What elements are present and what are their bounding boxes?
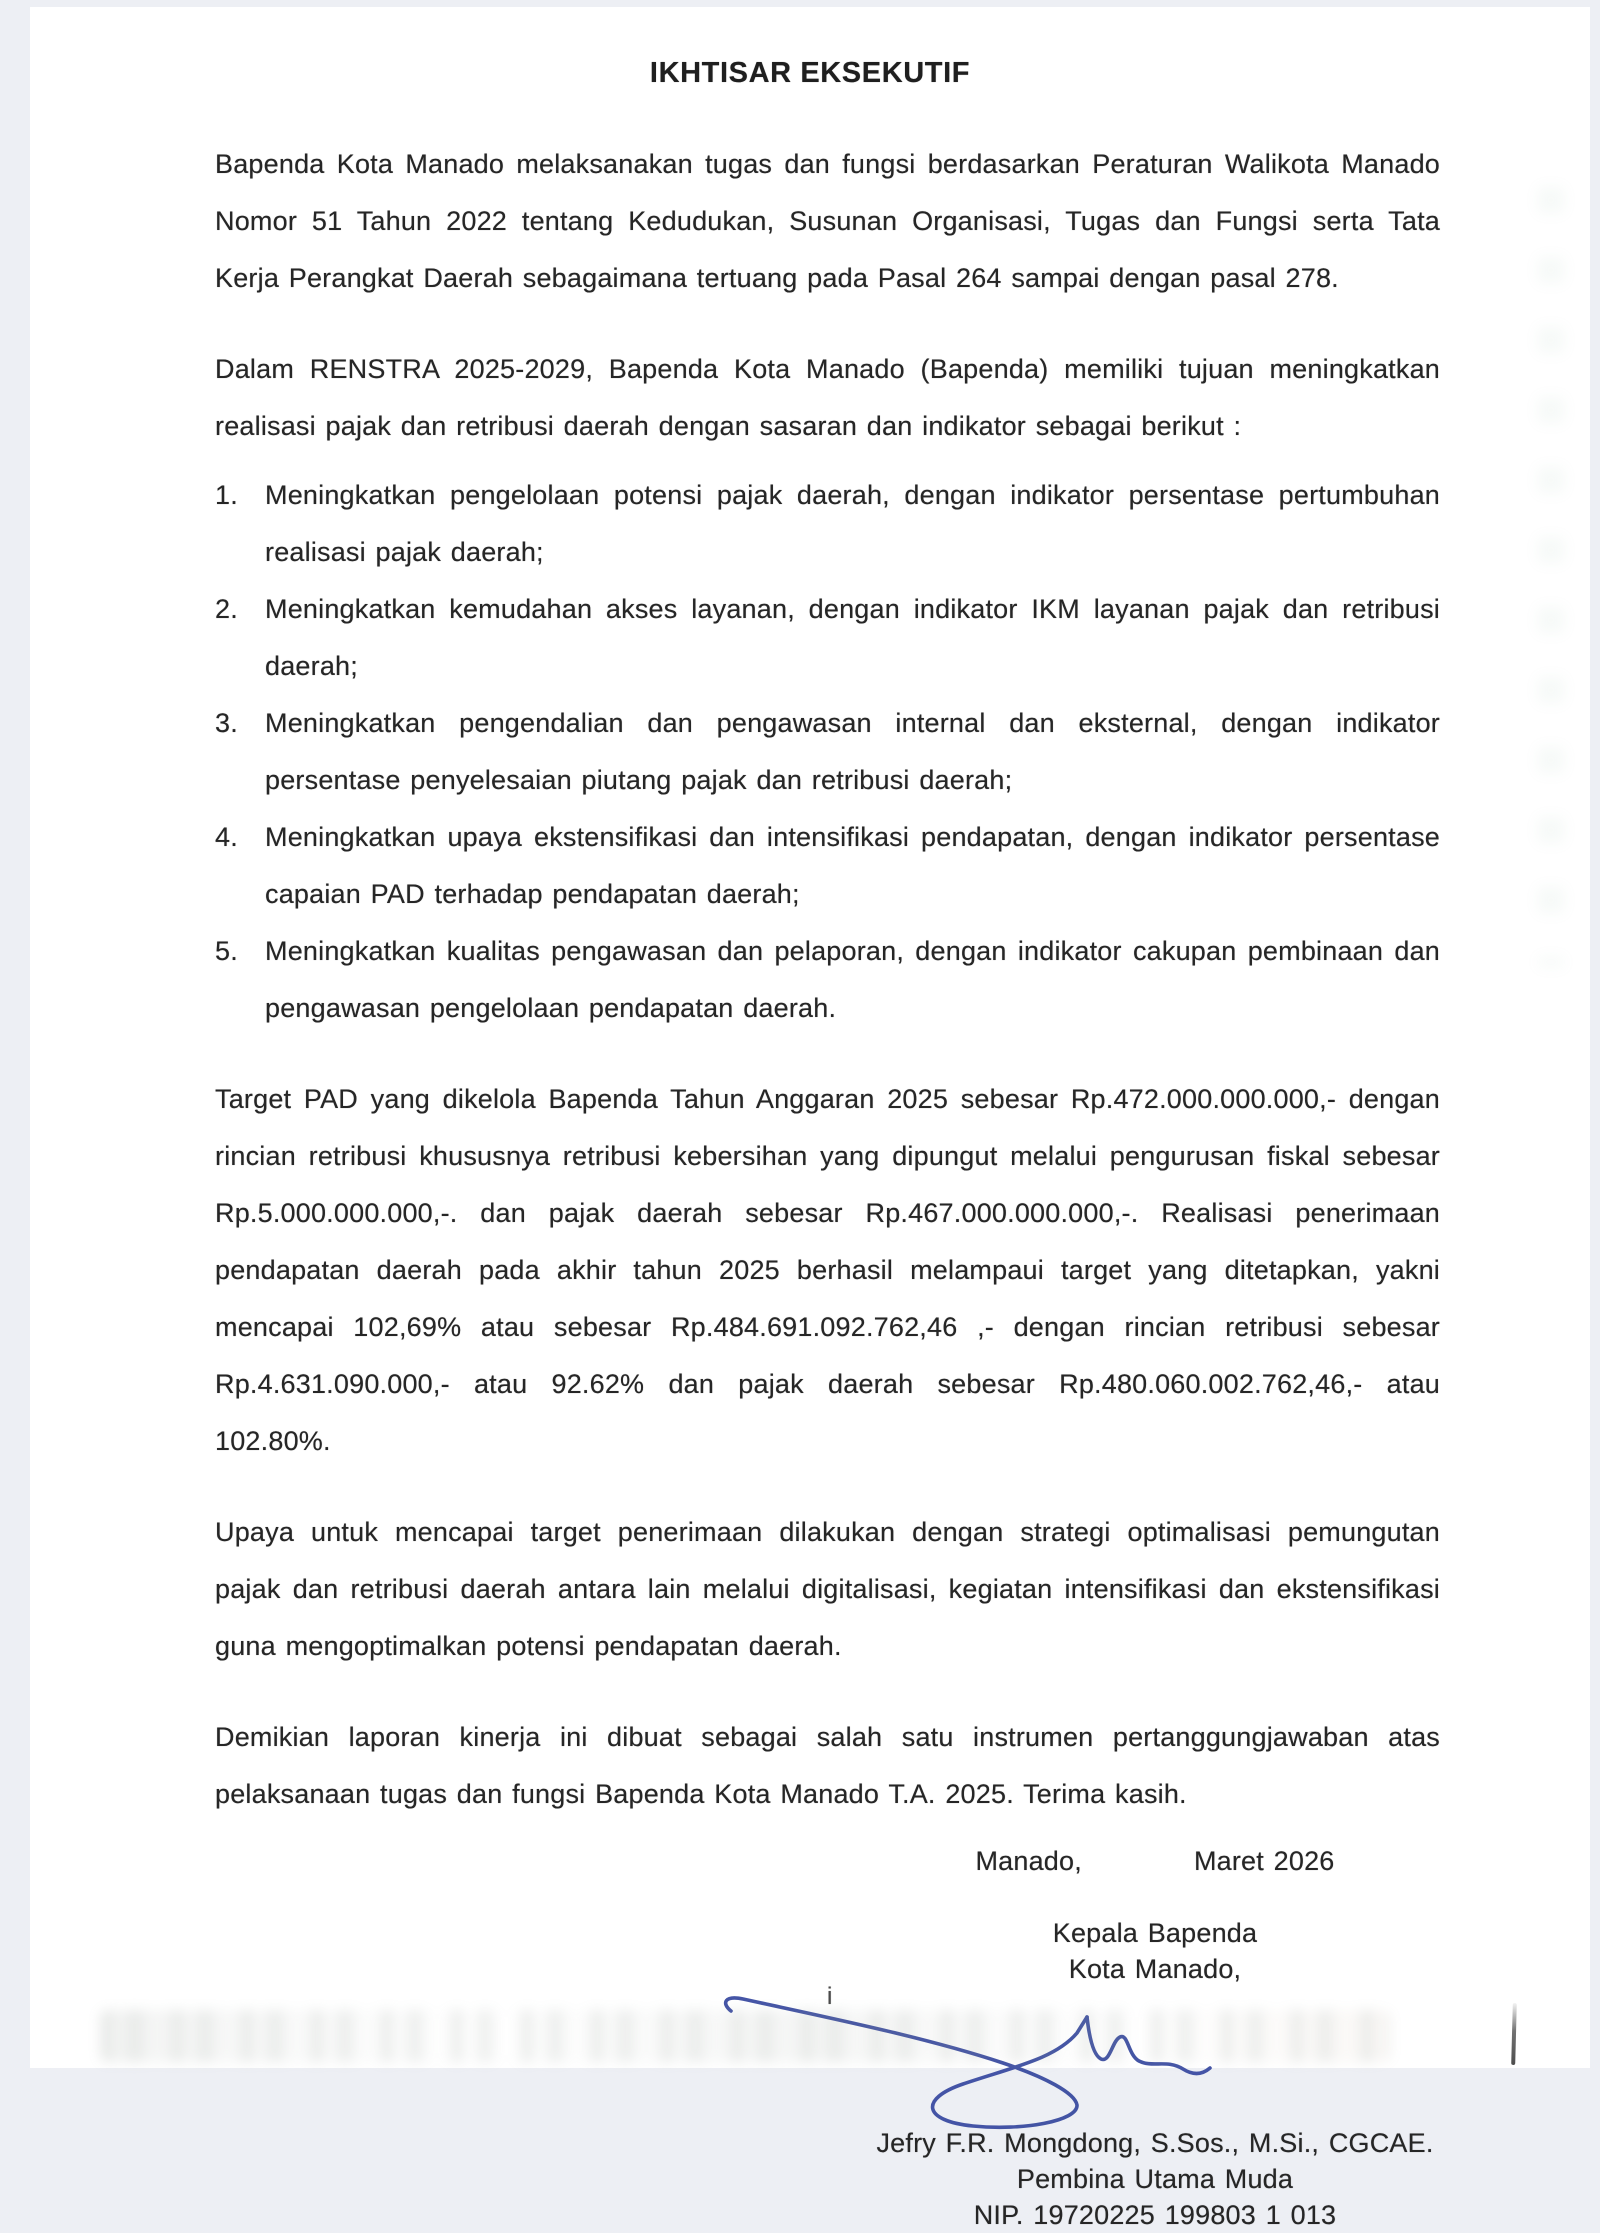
list-item-text: Meningkatkan kualitas pengawasan dan pelaporan, dengan indikator cakupan pembinaan dan pengawasan pengelolaan pendapatan daerah. bbox=[265, 936, 1440, 1023]
document-page bbox=[30, 7, 1590, 2230]
paragraph-strategy: Upaya untuk mencapai target penerimaan dilakukan dengan strategi optimalisasi pemungutan pajak dan retribusi daerah antara lain melalui digitalisasi, kegiatan intensifikasi dan ekstensifikasi guna mengoptimalkan potensi pendapatan daerah. bbox=[215, 1517, 1440, 1661]
paragraph-closing: Demikian laporan kinerja ini dibuat sebagai salah satu instrumen pertanggungjawaban atas pelaksanaan tugas dan fungsi Bapenda Kota Manado T.A. 2025. Terima kasih. bbox=[215, 1722, 1440, 1809]
list-item bbox=[215, 809, 1440, 923]
list-item bbox=[215, 581, 1440, 695]
list-item-number: 4. bbox=[215, 822, 238, 852]
signatory-name: Jefry F.R. Mongdong, S.Sos., M.Si., CGCAE. bbox=[876, 2128, 1434, 2158]
signatory-nip: NIP. 19720225 199803 1 013 bbox=[973, 2200, 1337, 2230]
signature-date: Maret 2026 bbox=[1193, 1846, 1335, 1876]
signatory-office-line1: Kepala Bapenda bbox=[1052, 1918, 1258, 1948]
signature-place: Manado, bbox=[975, 1846, 1082, 1876]
signatory-rank: Pembina Utama Muda bbox=[1016, 2164, 1294, 2194]
list-item-number: 2. bbox=[215, 594, 238, 624]
list-item-number: 5. bbox=[215, 936, 238, 966]
list-item-number: 1. bbox=[215, 480, 238, 510]
signatory-identity bbox=[775, 2125, 1535, 2233]
place-date-line bbox=[775, 1841, 1535, 1881]
paragraph-target: Target PAD yang dikelola Bapenda Tahun Anggaran 2025 sebesar Rp.472.000.000.000,- dengan rincian retribusi khususnya retribusi kebersihan yang dipungut melalui pengurusan fiskal sebesar Rp.5.000.000.000,-. dan pajak daerah sebesar Rp.467.000.000.000,-. Realisasi penerimaan pendapatan daerah pada akhir tahun 2025 berhasil melampaui target yang ditetapkan, yakni mencapai 102,69% atau sebesar Rp.484.691.092.762,46 ,- dengan rincian retribusi sebesar Rp.4.631.090.000,- atau 92.62% dan pajak daerah sebesar Rp.480.060.002.762,46,- atau 102.80%. bbox=[215, 1084, 1440, 1456]
bleed-through-marks-right bbox=[1538, 187, 1564, 967]
list-item bbox=[215, 467, 1440, 581]
list-item-text: Meningkatkan kemudahan akses layanan, dengan indikator IKM layanan pajak dan retribusi daerah; bbox=[265, 594, 1440, 681]
paragraph-renstra: Dalam RENSTRA 2025-2029, Bapenda Kota Manado (Bapenda) memiliki tujuan meningkatkan realisasi pajak dan retribusi daerah dengan sasaran dan indikator sebagai berikut : bbox=[215, 354, 1440, 441]
list-item bbox=[215, 923, 1440, 1037]
document-title: IKHTISAR EKSEKUTIF bbox=[649, 57, 971, 89]
bleed-through-smudge-bottom bbox=[100, 2010, 1390, 2062]
stray-ink-mark: i bbox=[827, 1983, 833, 2010]
list-item-text: Meningkatkan pengendalian dan pengawasan internal dan eksternal, dengan indikator persentase penyelesaian piutang pajak dan retribusi daerah; bbox=[265, 708, 1440, 795]
list-item-text: Meningkatkan upaya ekstensifikasi dan intensifikasi pendapatan, dengan indikator persentase capaian PAD terhadap pendapatan daerah; bbox=[265, 822, 1440, 909]
objectives-list bbox=[215, 467, 1440, 1037]
signatory-office-line2: Kota Manado, bbox=[1068, 1954, 1242, 1984]
list-item-number: 3. bbox=[215, 708, 238, 738]
document-body bbox=[215, 136, 1440, 2233]
list-item-text: Meningkatkan pengelolaan potensi pajak daerah, dengan indikator persentase pertumbuhan realisasi pajak daerah; bbox=[265, 480, 1440, 567]
paragraph-mandate: Bapenda Kota Manado melaksanakan tugas dan fungsi berdasarkan Peraturan Walikota Manado Nomor 51 Tahun 2022 tentang Kedudukan, Susunan Organisasi, Tugas dan Fungsi serta Tata Kerja Perangkat Daerah sebagaimana tertuang pada Pasal 264 sampai dengan pasal 278. bbox=[215, 149, 1440, 293]
list-item bbox=[215, 695, 1440, 809]
